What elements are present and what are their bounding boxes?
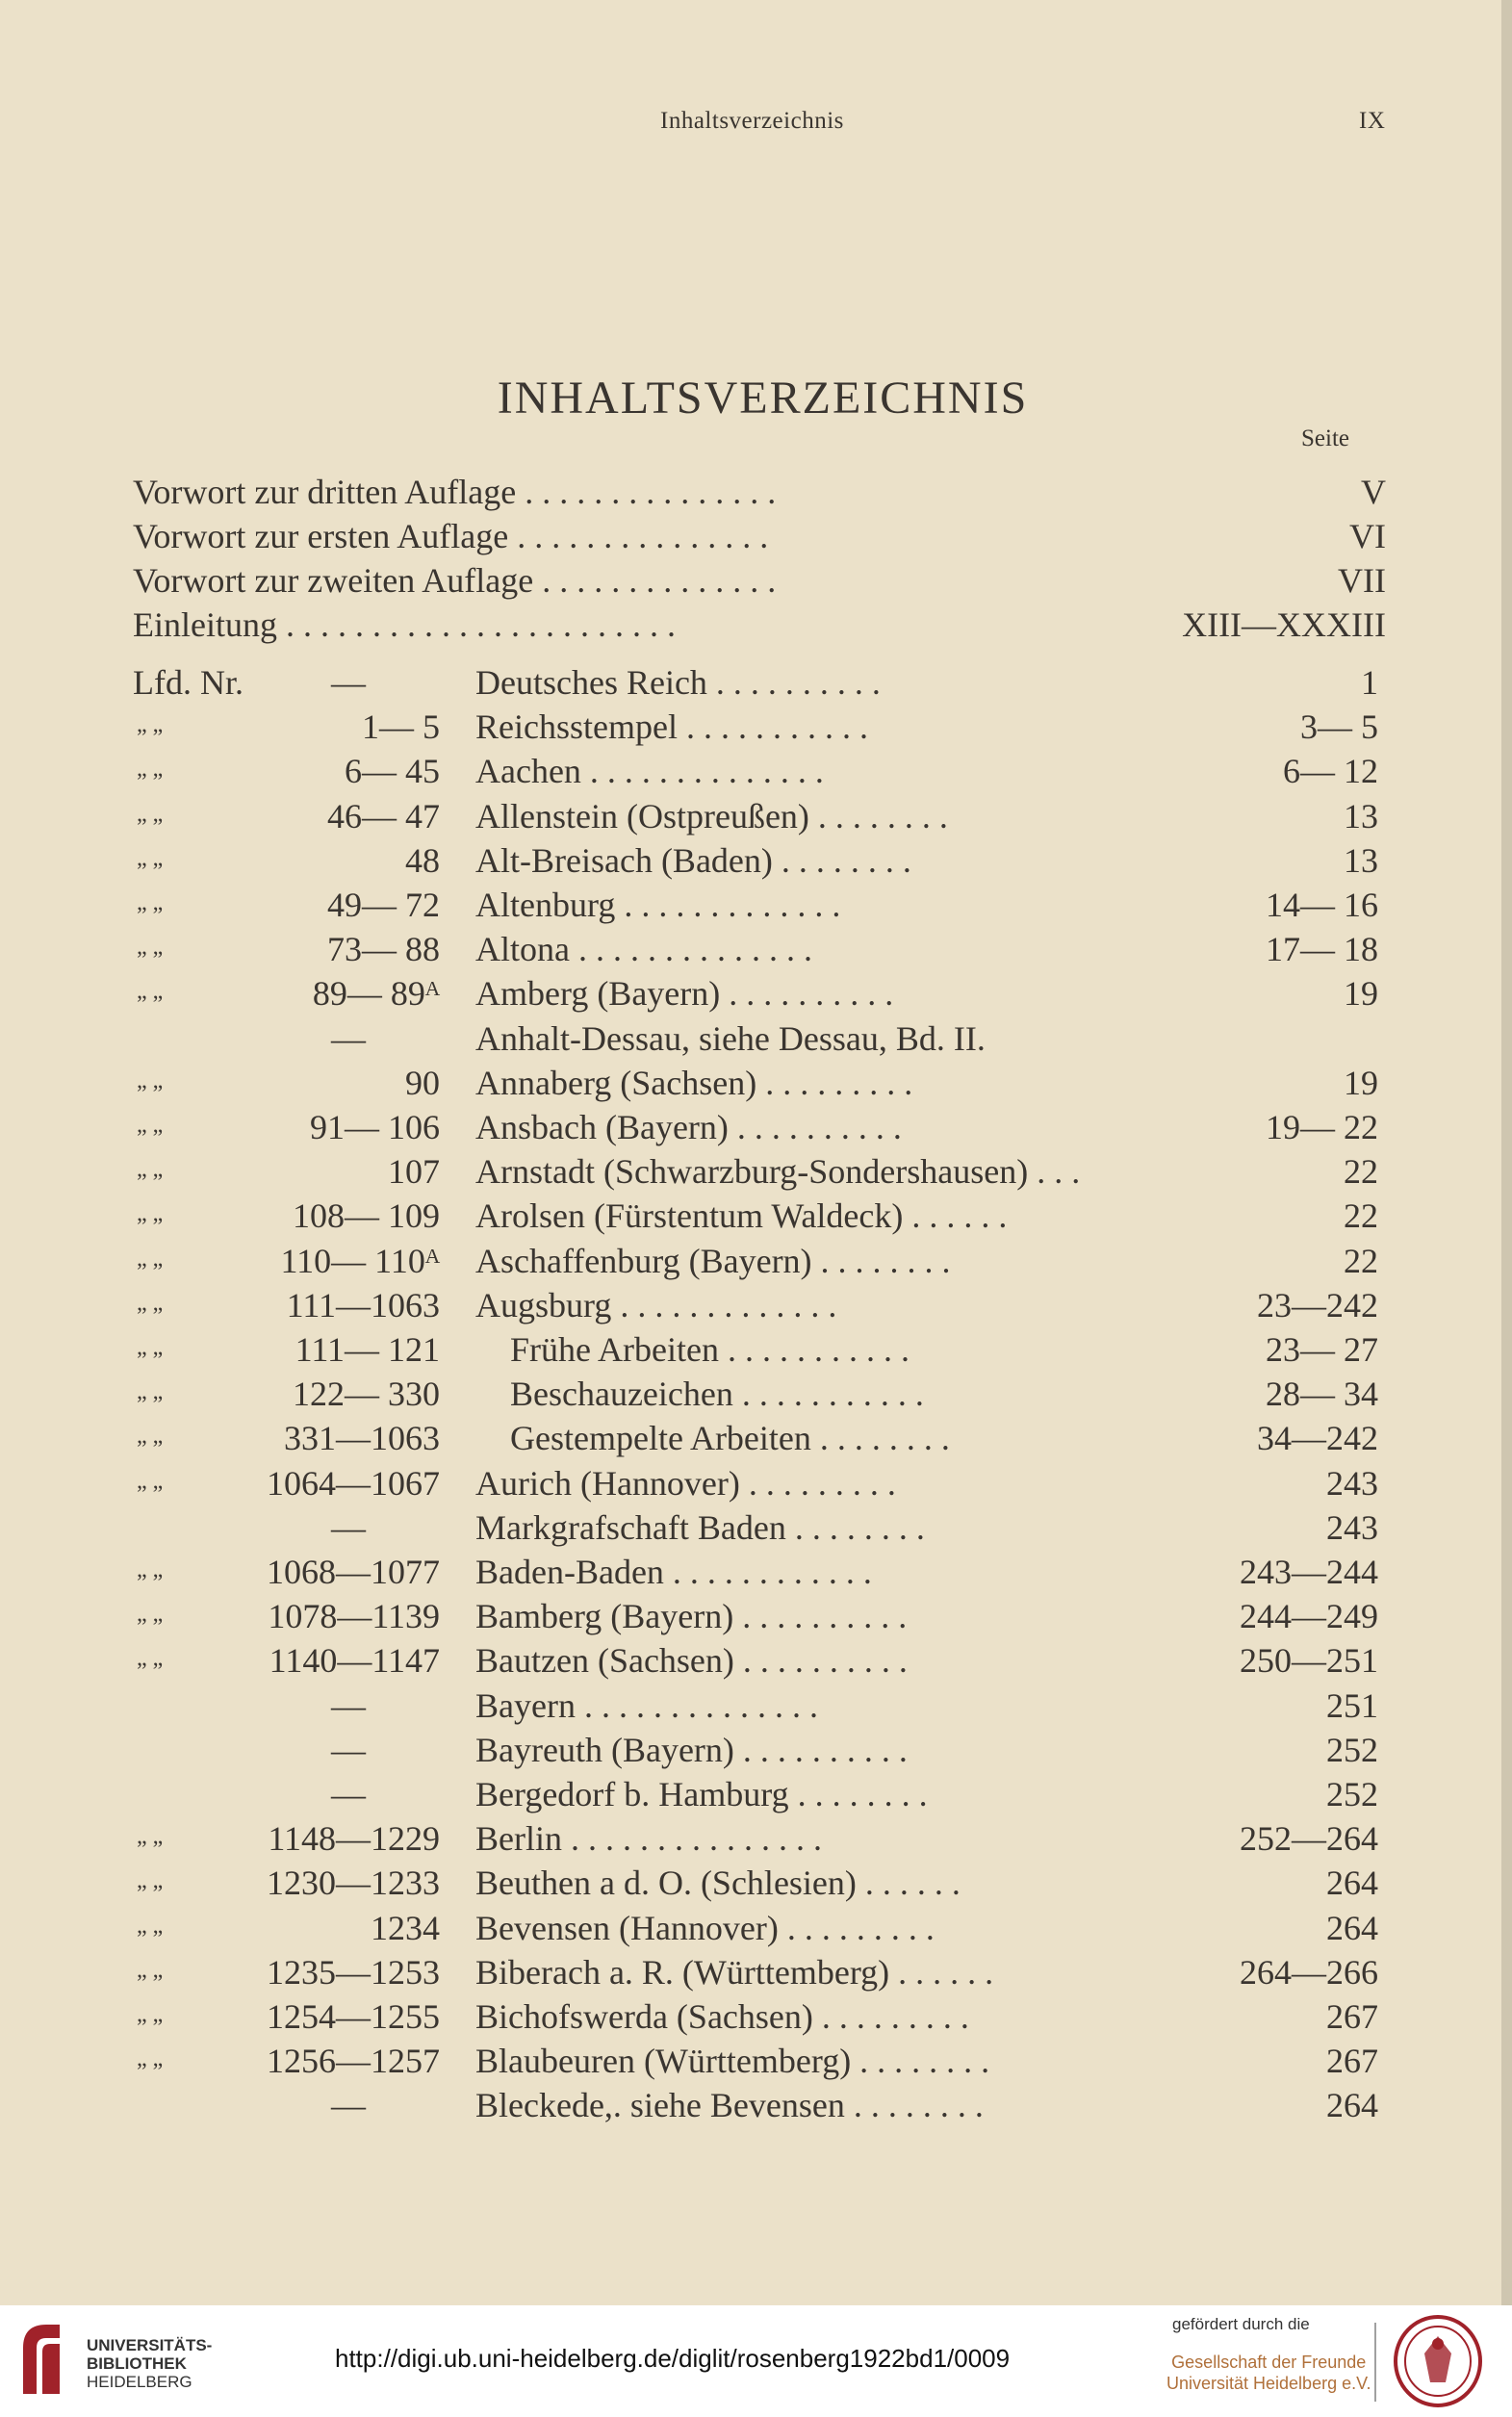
toc-entry (0, 1463, 1501, 1507)
entry-page: 264—266 (1240, 1952, 1378, 1992)
entry-number-range: — (331, 663, 366, 702)
entry-number-range: 1064—1067 (267, 1463, 440, 1503)
entry-place: Bayreuth (Bayern) . . . . . . . . . . (475, 1730, 908, 1769)
ditto-marks: „ „ (137, 1557, 164, 1582)
entry-page: 14— 16 (1266, 886, 1378, 924)
entry-page: 28— 34 (1266, 1375, 1378, 1414)
toc-entry (0, 1507, 1501, 1552)
entry-number-range: 108— 109 (293, 1196, 440, 1236)
entry-page: 250—251 (1240, 1641, 1378, 1681)
entry-number-range: 90 (405, 1063, 440, 1102)
entry-number-range: — (331, 1507, 366, 1547)
entry-page: 3— 5 (1300, 707, 1378, 747)
preface-entry-title: Vorwort zur zweiten Auflage . . . . . . . . . . . . . . (133, 561, 777, 600)
toc-entry (0, 2085, 1501, 2129)
entry-place: Altona . . . . . . . . . . . . . . (475, 930, 812, 969)
running-head-title: Inhaltsverzeichnis (660, 108, 844, 134)
preface-entry (133, 604, 1386, 649)
entry-place: Allenstein (Ostpreußen) . . . . . . . . (475, 796, 948, 836)
entry-number-range: 1148—1229 (268, 1819, 440, 1859)
entry-page: 17— 18 (1266, 930, 1378, 969)
entry-page: 19 (1344, 1063, 1378, 1102)
entry-page: 252—264 (1240, 1819, 1378, 1859)
entry-place: Bleckede,. siehe Bevensen . . . . . . . . (475, 2086, 984, 2125)
ditto-marks: „ „ (137, 712, 164, 738)
lfd-nr-label: Lfd. Nr. (133, 663, 243, 702)
toc-entry (0, 1996, 1501, 2041)
seite-column-label: Seite (1301, 425, 1349, 451)
entry-number-range: 1140—1147 (269, 1641, 440, 1681)
toc-entry (0, 751, 1501, 795)
ditto-marks: „ „ (137, 2002, 164, 2027)
entry-number-range: — (331, 1775, 366, 1813)
entry-page: 243 (1326, 1507, 1378, 1547)
toc-entry (0, 1818, 1501, 1863)
toc-entry (0, 1018, 1501, 1063)
footer-divider (1374, 2323, 1376, 2402)
toc-entry (0, 1730, 1501, 1774)
entry-number-range: — (331, 1730, 366, 1769)
entry-place: Bevensen (Hannover) . . . . . . . . . (475, 1908, 935, 1947)
ditto-marks: „ „ (137, 1468, 164, 1494)
library-name-line2: BIBLIOTHEK (87, 2354, 187, 2373)
entry-place: Berlin . . . . . . . . . . . . . . . (475, 1819, 822, 1859)
ditto-marks: „ „ (137, 1424, 164, 1450)
entry-number-range: 1078—1139 (268, 1597, 440, 1636)
entry-place: Baden-Baden . . . . . . . . . . . . (475, 1553, 872, 1591)
entry-number-range: 107 (388, 1152, 440, 1192)
entry-page: 13 (1344, 796, 1378, 836)
ditto-marks: „ „ (137, 1157, 164, 1183)
entry-page: 6— 12 (1283, 752, 1378, 791)
ditto-marks: „ „ (137, 801, 164, 827)
ditto-marks: „ „ (137, 757, 164, 783)
ditto-marks: „ „ (137, 1246, 164, 1272)
toc-entry (0, 1596, 1501, 1640)
toc-entry (0, 796, 1501, 840)
page-title: INHALTSVERZEICHNIS (497, 373, 1029, 424)
entry-number-range: 1254—1255 (267, 1997, 440, 2036)
entry-number-range: 91— 106 (310, 1108, 440, 1146)
toc-entry (0, 1685, 1501, 1730)
entry-number-range: 48 (405, 840, 440, 880)
ditto-marks: „ „ (137, 935, 164, 961)
entry-place: Markgrafschaft Baden . . . . . . . . (475, 1507, 925, 1547)
running-head-page-number: IX (1359, 108, 1386, 134)
ditto-marks: „ „ (137, 1868, 164, 1894)
toc-entry (0, 1418, 1501, 1462)
entry-number-range: 6— 45 (345, 752, 440, 791)
entry-page: 19— 22 (1266, 1108, 1378, 1146)
entry-number-range: 1— 5 (362, 707, 440, 747)
ditto-marks: „ „ (137, 845, 164, 871)
entry-place: Bayern . . . . . . . . . . . . . . (475, 1685, 818, 1725)
toc-entry (0, 662, 1501, 707)
ub-heidelberg-logo-icon (17, 2319, 65, 2400)
preface-entry (133, 472, 1386, 516)
entry-page: 19 (1344, 974, 1378, 1014)
entry-place: Bamberg (Bayern) . . . . . . . . . . (475, 1597, 908, 1636)
entry-place: Aurich (Hannover) . . . . . . . . . (475, 1463, 896, 1503)
ditto-marks: „ „ (137, 890, 164, 915)
toc-entry (0, 1374, 1501, 1418)
preface-entry-title: Vorwort zur dritten Auflage . . . . . . . . . . . . . . . (133, 473, 777, 511)
entry-page: 23—242 (1257, 1285, 1378, 1324)
entry-place: Frühe Arbeiten . . . . . . . . . . . (510, 1330, 910, 1369)
entry-place: Amberg (Bayern) . . . . . . . . . . (475, 974, 894, 1014)
library-name (87, 2336, 212, 2391)
entry-number-range: 110— 110ᴬ (280, 1241, 440, 1280)
university-seal-icon (1394, 2315, 1482, 2407)
toc-entry (0, 1908, 1501, 1952)
entry-place: Blaubeuren (Württemberg) . . . . . . . . (475, 2042, 990, 2081)
entry-page: 22 (1344, 1241, 1378, 1280)
entry-number-range: 1068—1077 (267, 1553, 440, 1591)
preface-entry-page: V (1361, 473, 1386, 511)
entry-page: 251 (1326, 1685, 1378, 1725)
entry-place: Aachen . . . . . . . . . . . . . . (475, 752, 824, 791)
toc-entry (0, 1552, 1501, 1596)
ditto-marks: „ „ (137, 1824, 164, 1850)
entry-page: 243 (1326, 1463, 1378, 1503)
toc-entry (0, 1151, 1501, 1196)
society-name (1166, 2352, 1371, 2394)
permalink-url[interactable]: http://digi.ub.uni-heidelberg.de/diglit/rosenberg1922bd1/0009 (335, 2344, 1011, 2373)
entry-page: 1 (1361, 663, 1378, 702)
entry-place: Annaberg (Sachsen) . . . . . . . . . (475, 1063, 913, 1102)
toc-entry (0, 1329, 1501, 1374)
ditto-marks: „ „ (137, 1913, 164, 1939)
ditto-marks: „ „ (137, 1113, 164, 1138)
entry-place: Beuthen a d. O. (Schlesien) . . . . . . (475, 1864, 961, 1903)
ditto-marks: „ „ (137, 1646, 164, 1672)
toc-entry (0, 929, 1501, 973)
entry-page: 252 (1326, 1775, 1378, 1813)
preface-entry-page: XIII—XXXIII (1182, 605, 1386, 644)
toc-entry (0, 1774, 1501, 1818)
entry-number-range: 89— 89ᴬ (312, 974, 440, 1014)
funded-by-label: gefördert durch die (1172, 2315, 1310, 2333)
entry-number-range: — (331, 2086, 366, 2125)
entry-page: 264 (1326, 1864, 1378, 1903)
toc-entry (0, 840, 1501, 885)
entry-page: 22 (1344, 1152, 1378, 1192)
society-name-line2: Universität Heidelberg e.V. (1166, 2374, 1371, 2393)
toc-entry (0, 1952, 1501, 1996)
entry-place: Augsburg . . . . . . . . . . . . . (475, 1285, 837, 1324)
library-name-line1: UNIVERSITÄTS- (87, 2336, 213, 2354)
ditto-marks: „ „ (137, 1602, 164, 1628)
preface-entry-page: VI (1349, 517, 1386, 555)
entry-place: Alt-Breisach (Baden) . . . . . . . . (475, 840, 911, 880)
entry-place: Altenburg . . . . . . . . . . . . . (475, 886, 841, 924)
toc-entry (0, 1107, 1501, 1151)
toc-entry (0, 1863, 1501, 1907)
toc-entry (0, 973, 1501, 1017)
ditto-marks: „ „ (137, 979, 164, 1005)
ditto-marks: „ „ (137, 1335, 164, 1360)
ditto-marks: „ „ (137, 2046, 164, 2072)
entry-page: 264 (1326, 1908, 1378, 1947)
preface-entry (133, 516, 1386, 560)
entry-number-range: — (331, 1685, 366, 1725)
ditto-marks: „ „ (137, 1957, 164, 1983)
entry-number-range: 1230—1233 (267, 1864, 440, 1903)
library-name-line3: HEIDELBERG (87, 2373, 192, 2391)
entry-place: Bichofswerda (Sachsen) . . . . . . . . . (475, 1997, 969, 2036)
toc-entry (0, 1640, 1501, 1684)
entry-page: 13 (1344, 840, 1378, 880)
entry-place: Reichsstempel . . . . . . . . . . . (475, 707, 868, 747)
entry-number-range: 73— 88 (327, 930, 440, 969)
ditto-marks: „ „ (137, 1290, 164, 1316)
entry-place: Bautzen (Sachsen) . . . . . . . . . . (475, 1641, 908, 1681)
ditto-marks: „ „ (137, 1379, 164, 1405)
entry-place: Deutsches Reich . . . . . . . . . . (475, 663, 881, 702)
entry-number-range: 1256—1257 (267, 2042, 440, 2081)
entry-page: 34—242 (1257, 1419, 1378, 1458)
entry-place: Beschauzeichen . . . . . . . . . . . (510, 1375, 924, 1414)
ditto-marks: „ „ (137, 1201, 164, 1227)
entry-number-range: 1234 (371, 1908, 440, 1947)
preface-entry (133, 560, 1386, 604)
entry-number-range: 122— 330 (293, 1375, 440, 1414)
society-name-line1: Gesellschaft der Freunde (1171, 2353, 1367, 2372)
entry-place: Bergedorf b. Hamburg . . . . . . . . (475, 1775, 928, 1813)
digitization-footer (0, 2305, 1512, 2417)
entry-place: Biberach a. R. (Württemberg) . . . . . . (475, 1952, 994, 1992)
preface-entry-title: Einleitung . . . . . . . . . . . . . . . . . . . . . . . (133, 605, 676, 644)
preface-entry-page: VII (1338, 561, 1386, 600)
entry-number-range: 49— 72 (327, 886, 440, 924)
entry-page: 23— 27 (1266, 1330, 1378, 1369)
toc-entry (0, 1241, 1501, 1285)
toc-entry (0, 1285, 1501, 1329)
entry-number-range: 46— 47 (327, 796, 440, 836)
entry-page: 267 (1326, 1997, 1378, 2036)
entry-number-range: — (331, 1018, 366, 1058)
entry-number-range: 111— 121 (295, 1330, 440, 1369)
toc-entry (0, 885, 1501, 929)
entry-place: Ansbach (Bayern) . . . . . . . . . . (475, 1108, 902, 1146)
ditto-marks: „ „ (137, 1067, 164, 1093)
entry-place: Anhalt-Dessau, siehe Dessau, Bd. II. (475, 1018, 986, 1058)
toc-entry (0, 1063, 1501, 1107)
entry-page: 244—249 (1240, 1597, 1378, 1636)
entry-page: 267 (1326, 2042, 1378, 2081)
entry-place: Arolsen (Fürstentum Waldeck) . . . . . . (475, 1196, 1008, 1236)
entry-number-range: 331—1063 (284, 1419, 440, 1458)
entry-page: 243—244 (1240, 1553, 1378, 1591)
entry-number-range: 111—1063 (286, 1285, 440, 1324)
toc-entry (0, 2041, 1501, 2085)
entry-place: Arnstadt (Schwarzburg-Sondershausen) . . . (475, 1152, 1081, 1192)
entry-place: Aschaffenburg (Bayern) . . . . . . . . (475, 1241, 951, 1280)
entry-place: Gestempelte Arbeiten . . . . . . . . (510, 1419, 950, 1458)
entry-page: 252 (1326, 1730, 1378, 1769)
toc-entry (0, 707, 1501, 751)
preface-entry-title: Vorwort zur ersten Auflage . . . . . . . . . . . . . . . (133, 517, 769, 555)
entry-page: 22 (1344, 1196, 1378, 1236)
entry-page: 264 (1326, 2086, 1378, 2125)
entry-number-range: 1235—1253 (267, 1952, 440, 1992)
toc-entry (0, 1196, 1501, 1240)
